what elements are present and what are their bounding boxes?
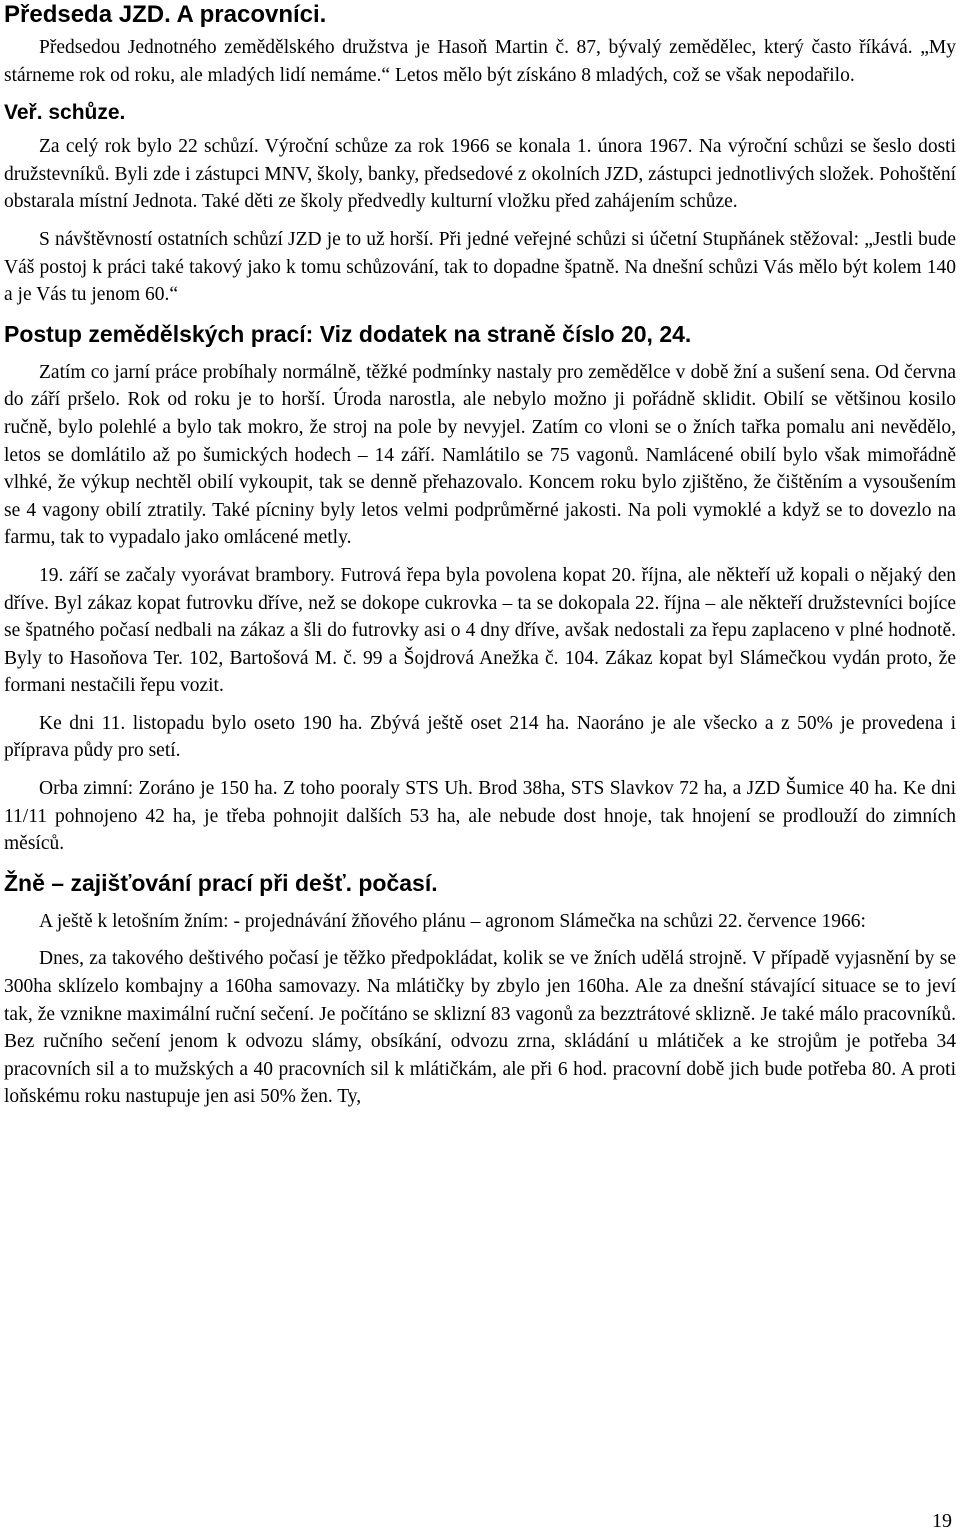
paragraph-winter-plowing: Orba zimní: Zoráno je 150 ha. Z toho pooraly STS Uh. Brod 38ha, STS Slavkov 72 ha, a JZD Šumice 40 ha. Ke dni 11/11 pohnojeno 42 ha, je třeba pohnojit dalších 53 ha, ale nebude dost hnoje, tak hnojení se prodlouží do zimních měsíců. xyxy=(4,778,956,855)
paragraph-meetings: Za celý rok bylo 22 schůzí. Výroční schůze za rok 1966 se konala 1. února 1967. Na výroční schůzi se šeslo dosti družstevníků. Byli zde i zástupci MNV, školy, banky, předsedové z okolních JZD, zástupci jednotlivých složek. Pohoštění obstarala místní Jednota. Také děti ze školy předvedly kulturní vložku před zahájením schůze. xyxy=(4,136,956,213)
paragraph-potatoes-beets: 19. září se začaly vyorávat brambory. Futrová řepa byla povolena kopat 20. října, ale někteří už kopali o nějaký den dříve. Byl zákaz kopat futrovku dříve, než se dokope cukrovka – ta se dokopala 22. října – ale někteří družstevníci bojíce se špatného počasí nedbali na zákaz a šli do futrovky asi o 4 dny dříve, avšak nedostali za řepu zaplaceno v plné hodnotě. Byly to Hasoňova Ter. 102, Bartošová M. č. 99 a Šojdrová Anežka č. 104. Zákaz kopat byl Slámečkou vydán proto, že formani nestačili řepu vozit. xyxy=(4,564,956,697)
paragraph-harvest-conditions: Zatím co jarní práce probíhaly normálně, těžké podmínky nastaly pro zemědělce v době žní a sušení sena. Od června do září pršelo. Rok od roku je to horší. Úroda narostla, ale nebylo možno ji pořádně sklidit. Obilí se většinou kosilo ručně, bylo polehlé a bylo tak mokro, že stroj na pole by nevyjel. Zatím co vloni se o žních tařka pomalu ani nevědělo, letos se domlátilo až po šumických hodech – 14 září. Namlátilo se 75 vagonů. Namlácené obilí bylo však mimořádně vlhké, že výkup nechtěl obilí vykoupit, tak se denně přehazovalo. Koncem roku bylo zjištěno, že čištěním a vysoušením se 4 vagony obilí ztratily. Také pícniny byly letos velmi podprůměrné jakosti. Na poli vymoklé a když se to dovezlo na farmu, tak to vypadalo jako omlácené metly. xyxy=(4,361,956,549)
page-number: 19 xyxy=(932,1510,952,1532)
paragraph-chairman: Předsedou Jednotného zemědělského družstva je Hasoň Martin č. 87, bývalý zemědělec, který často říkává. „My stárneme rok od roku, ale mladých lidí nemáme.“ Letos mělo být získáno 8 mladých, což se však nepodařilo. xyxy=(4,37,956,86)
section-heading-harvest-rain: Žně – zajišťování prací při dešť. počasí. xyxy=(4,869,438,896)
paragraph-sowing: Ke dni 11. listopadu bylo oseto 190 ha. Zbývá ještě oset 214 ha. Naoráno je ale všecko a z 50% je provedena i příprava půdy pro setí. xyxy=(4,712,956,762)
paragraph-harvest-estimate: Dnes, za takového deštivého počasí je těžko předpokládat, kolik se ve žních udělá strojně. V případě vyjasnění by se 300ha sklízelo kombajny a 160ha samovazy. Na mlátičky by zbylo jen 160ha. Ale za dnešní stávající situace se to jeví tak, že vznikne maximální ruční sečení. Je počítáno se sklizní 83 vagonů za bezztrátové sklizně. Je také málo pracovníků. Bez ručního sečení jenom k odvozu slámy, obsíkání, odvozu zrna, skládání u mlátiček a ke strojům je potřeba 34 pracovních sil a to mužských a 40 pracovních sil k mlátičkám, ale při 6 hod. pracovní době jich bude potřeba 80. A proti loňskému roku nastupuje jen asi 50% žen. Ty, xyxy=(4,948,956,1108)
section-heading-public-meeting: Veř. schůze. xyxy=(4,101,126,125)
paragraph-attendance: S návštěvností ostatních schůzí JZD je to už horší. Při jedné veřejné schůzi si účetní Stupňánek stěžoval: „Jestli bude Váš postoj k práci také takový jako k tomu schůzování, tak to dopadne špatně. Na dnešní schůzi Vás mělo být kolem 140 a je Vás tu jenom 60.“ xyxy=(4,228,956,306)
section-heading-agricultural-work: Postup zemědělských prací: Viz dodatek na straně číslo 20, 24. xyxy=(4,320,692,347)
document-body xyxy=(4,0,956,1121)
paragraph-harvest-plan: A ještě k letošním žním: - projednávání žňového plánu – agronom Slámečka na schůzi 22. července 1966: xyxy=(39,910,866,932)
section-heading-chairman: Předseda JZD. A pracovníci. xyxy=(4,1,327,28)
